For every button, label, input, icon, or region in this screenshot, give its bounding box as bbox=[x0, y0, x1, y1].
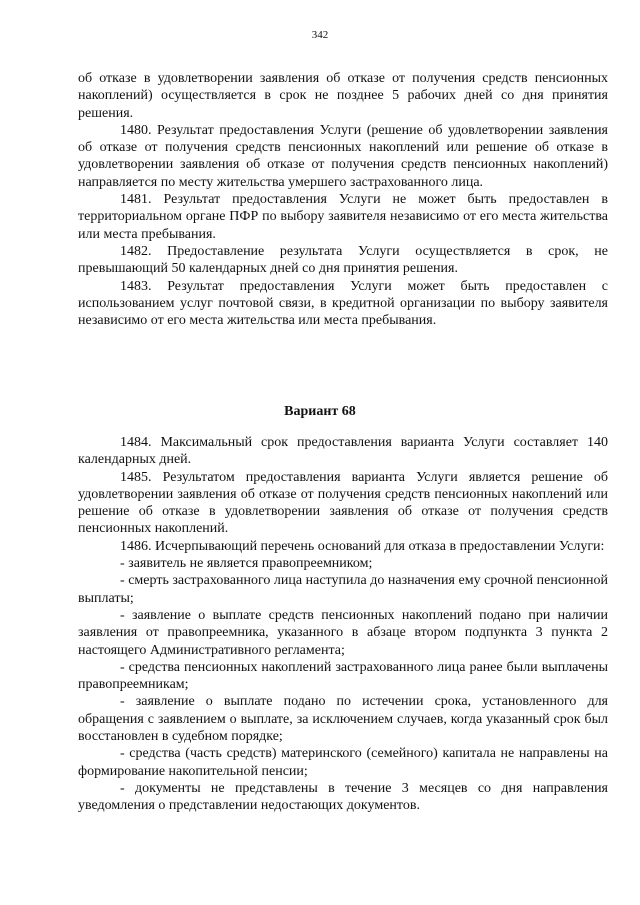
paragraph-1483: 1483. Результат предоставления Услуги может быть предоставлен с использованием услуг почтовой связи, в кредитной организации по выбору заявителя независимо от его места жительства или места пребывания. bbox=[78, 278, 608, 329]
paragraph-1486: 1486. Исчерпывающий перечень оснований для отказа в предоставлении Услуги: bbox=[120, 538, 605, 554]
top-section bbox=[78, 70, 608, 329]
paragraph-1481: 1481. Результат предоставления Услуги не может быть предоставлен в территориальном органе ПФР по выбору заявителя независимо от его места жительства или места пребывания. bbox=[78, 192, 608, 242]
refusal-ground-item: - смерть застрахованного лица наступила до назначения ему срочной пенсионной выплаты; bbox=[78, 573, 608, 606]
paragraph-continuation: об отказе в удовлетворении заявления об отказе от получения средств пенсионных накоплений) осуществляется в срок не позднее 5 рабочих дней со дня принятия решения. bbox=[78, 71, 608, 121]
paragraph-1482: 1482. Предоставление результата Услуги осуществляется в срок, не превышающий 50 календарных дней со дня принятия решения. bbox=[78, 243, 608, 277]
refusal-ground-item: - средства пенсионных накоплений застрахованного лица ранее были выплачены правопреемникам; bbox=[78, 659, 608, 693]
paragraph-1484: 1484. Максимальный срок предоставления варианта Услуги составляет 140 календарных дней. bbox=[78, 435, 608, 468]
refusal-ground-item: - средства (часть средств) материнского (семейного) капитала не направлены на формирование накопительной пенсии; bbox=[78, 746, 608, 779]
paragraph-1485: 1485. Результатом предоставления варианта Услуги является решение об удовлетворении заявления об отказе от получения средств пенсионных накоплений или решение об отказе в удовлетворении заявления об отказе от получения средств пенсионных накоплений. bbox=[78, 469, 608, 537]
refusal-ground-item: - документы не представлены в течение 3 месяцев со дня направления уведомления о представлении недостающих документов. bbox=[78, 780, 608, 814]
page-number: 342 bbox=[311, 29, 329, 41]
refusal-ground-item: - заявление о выплате средств пенсионных накоплений подано при наличии заявления от правопреемника, указанного в абзаце втором подпункта 3 пункта 2 настоящего Административного регламента; bbox=[78, 607, 608, 658]
variant-section bbox=[78, 434, 608, 815]
paragraph-1480: 1480. Результат предоставления Услуги (решение об удовлетворении заявления об отказе от получения средств пенсионных накоплений или решение об отказе в удовлетворении заявления об отказе от получения средств пенсионных накоплений) направляется по месту жительства умершего застрахованного лица. bbox=[78, 122, 608, 190]
variant-heading: Вариант 68 bbox=[284, 404, 356, 419]
refusal-ground-item: - заявитель не является правопреемником; bbox=[120, 556, 373, 572]
refusal-ground-item: - заявление о выплате подано по истечении срока, установленного для обращения с заявлением о выплате, за исключением случаев, когда указанный срок был восстановлен в судебном порядке; bbox=[78, 694, 608, 745]
